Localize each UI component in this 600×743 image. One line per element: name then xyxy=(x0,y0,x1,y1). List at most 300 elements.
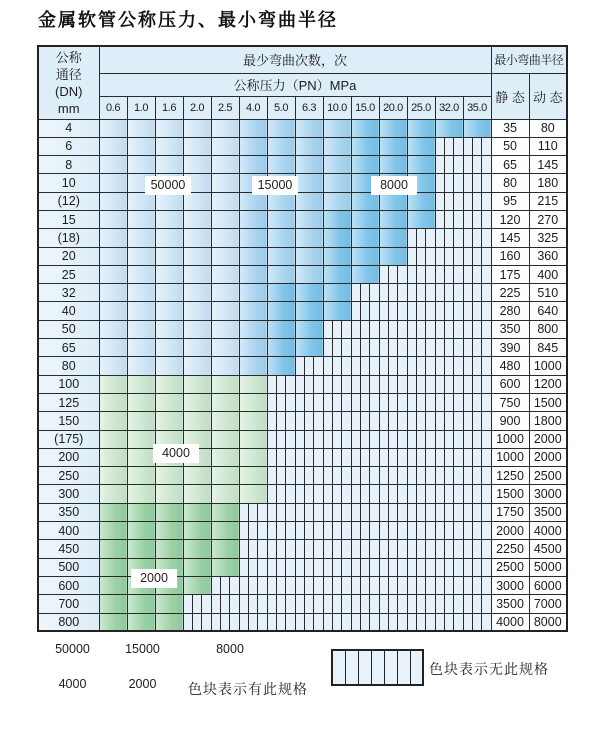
dynamic-value: 845 xyxy=(529,339,567,357)
dn-label: 6 xyxy=(38,137,99,155)
spec-cell xyxy=(323,229,351,247)
no-spec-cell xyxy=(407,302,435,320)
no-spec-cell xyxy=(323,503,351,521)
spec-cell xyxy=(183,265,211,283)
dynamic-value: 3500 xyxy=(529,503,567,521)
spec-cell xyxy=(99,156,127,174)
no-spec-cell xyxy=(351,522,379,540)
static-value: 480 xyxy=(491,357,529,375)
no-spec-cell xyxy=(435,229,463,247)
dynamic-value: 180 xyxy=(529,174,567,192)
spec-cell xyxy=(407,137,435,155)
no-spec-cell xyxy=(295,357,323,375)
table-row xyxy=(38,247,567,265)
spec-cell xyxy=(99,448,127,466)
dynamic-value: 4500 xyxy=(529,540,567,558)
spec-cell xyxy=(239,393,267,411)
legend-swatch-4000 xyxy=(47,670,98,698)
no-spec-cell xyxy=(295,558,323,576)
spec-cell xyxy=(127,137,155,155)
legend-value-15000: 15000 xyxy=(120,641,166,657)
dn-label: 100 xyxy=(38,375,99,393)
no-spec-cell xyxy=(435,467,463,485)
dynamic-value: 145 xyxy=(529,156,567,174)
dn-label: 150 xyxy=(38,412,99,430)
spec-cell xyxy=(99,265,127,283)
spec-cell xyxy=(127,119,155,137)
no-spec-cell xyxy=(407,393,435,411)
no-spec-cell xyxy=(407,448,435,466)
no-spec-cell xyxy=(351,595,379,613)
table-row xyxy=(38,302,567,320)
spec-cell xyxy=(211,503,239,521)
no-spec-cell xyxy=(211,613,239,631)
static-value: 175 xyxy=(491,265,529,283)
pressure-tick: 0.6 xyxy=(99,96,127,119)
spec-cell xyxy=(99,174,127,192)
legend-hatch-sample xyxy=(331,649,424,686)
spec-cell xyxy=(267,229,295,247)
no-spec-cell xyxy=(323,393,351,411)
dynamic-value: 2500 xyxy=(529,467,567,485)
legend-no-spec-text: 色块表示无此规格 xyxy=(429,661,549,677)
static-value: 600 xyxy=(491,375,529,393)
table-row xyxy=(38,393,567,411)
pressure-tick: 2.5 xyxy=(211,96,239,119)
no-spec-cell xyxy=(463,247,491,265)
no-spec-cell xyxy=(407,284,435,302)
spec-cell xyxy=(127,540,155,558)
no-spec-cell xyxy=(463,302,491,320)
spec-cell xyxy=(211,210,239,228)
no-spec-cell xyxy=(323,467,351,485)
no-spec-cell xyxy=(239,503,267,521)
spec-cell xyxy=(239,375,267,393)
spec-cell xyxy=(99,430,127,448)
table-row xyxy=(38,485,567,503)
spec-cell xyxy=(295,320,323,338)
legend-swatch-15000 xyxy=(116,635,169,663)
spec-cell xyxy=(183,156,211,174)
no-spec-cell xyxy=(463,137,491,155)
spec-cell xyxy=(211,284,239,302)
bend-count-label: 4000 xyxy=(153,444,199,463)
dn-label: 40 xyxy=(38,302,99,320)
no-spec-cell xyxy=(379,284,407,302)
no-spec-cell xyxy=(239,576,267,594)
dynamic-value: 1000 xyxy=(529,357,567,375)
no-spec-cell xyxy=(463,448,491,466)
spec-cell xyxy=(127,393,155,411)
static-value: 1000 xyxy=(491,430,529,448)
no-spec-cell xyxy=(351,357,379,375)
spec-cell xyxy=(295,247,323,265)
no-spec-cell xyxy=(463,540,491,558)
no-spec-cell xyxy=(323,540,351,558)
spec-cell xyxy=(211,448,239,466)
spec-cell xyxy=(211,192,239,210)
dynamic-value: 270 xyxy=(529,210,567,228)
spec-cell xyxy=(295,302,323,320)
spec-cell xyxy=(127,467,155,485)
no-spec-cell xyxy=(435,613,463,631)
no-spec-cell xyxy=(435,320,463,338)
spec-cell xyxy=(183,137,211,155)
no-spec-cell xyxy=(463,210,491,228)
bend-count-label: 8000 xyxy=(371,176,417,195)
spec-cell xyxy=(295,339,323,357)
dynamic-value: 2000 xyxy=(529,448,567,466)
spec-cell xyxy=(435,119,463,137)
spec-cell xyxy=(239,247,267,265)
spec-cell xyxy=(239,229,267,247)
spec-cell xyxy=(127,503,155,521)
no-spec-cell xyxy=(323,375,351,393)
spec-cell xyxy=(183,540,211,558)
static-value: 3000 xyxy=(491,576,529,594)
no-spec-cell xyxy=(351,412,379,430)
static-value: 900 xyxy=(491,412,529,430)
spec-cell xyxy=(239,320,267,338)
spec-cell xyxy=(211,412,239,430)
no-spec-cell xyxy=(323,613,351,631)
no-spec-cell xyxy=(463,613,491,631)
spec-cell xyxy=(267,156,295,174)
table-row xyxy=(38,119,567,137)
dynamic-value: 5000 xyxy=(529,558,567,576)
spec-cell xyxy=(183,467,211,485)
no-spec-cell xyxy=(239,613,267,631)
spec-cell xyxy=(127,485,155,503)
spec-cell xyxy=(295,192,323,210)
spec-cell xyxy=(351,210,379,228)
dynamic-value: 3000 xyxy=(529,485,567,503)
no-spec-cell xyxy=(379,522,407,540)
static-value: 2250 xyxy=(491,540,529,558)
static-value: 50 xyxy=(491,137,529,155)
no-spec-cell xyxy=(351,558,379,576)
table-row xyxy=(38,229,567,247)
no-spec-cell xyxy=(267,412,295,430)
spec-cell xyxy=(127,357,155,375)
dn-label: 300 xyxy=(38,485,99,503)
table-row xyxy=(38,522,567,540)
no-spec-cell xyxy=(435,540,463,558)
no-spec-cell xyxy=(351,485,379,503)
spec-cell xyxy=(323,174,351,192)
pressure-tick: 32.0 xyxy=(435,96,463,119)
dn-label: 700 xyxy=(38,595,99,613)
no-spec-cell xyxy=(351,375,379,393)
spec-cell xyxy=(155,247,183,265)
dynamic-value: 360 xyxy=(529,247,567,265)
no-spec-cell xyxy=(351,302,379,320)
no-spec-cell xyxy=(239,540,267,558)
no-spec-cell xyxy=(323,412,351,430)
no-spec-cell xyxy=(435,412,463,430)
table-row xyxy=(38,467,567,485)
no-spec-cell xyxy=(183,613,211,631)
spec-cell xyxy=(211,467,239,485)
spec-cell xyxy=(155,503,183,521)
no-spec-cell xyxy=(407,320,435,338)
no-spec-cell xyxy=(463,522,491,540)
bend-count-header: 最少弯曲次数，次 xyxy=(99,46,491,73)
no-spec-cell xyxy=(463,339,491,357)
legend-value-50000: 50000 xyxy=(50,641,96,657)
no-spec-cell xyxy=(435,302,463,320)
no-spec-cell xyxy=(463,357,491,375)
spec-cell xyxy=(155,357,183,375)
table-row xyxy=(38,265,567,283)
spec-cell xyxy=(379,137,407,155)
pressure-tick: 15.0 xyxy=(351,96,379,119)
spec-cell xyxy=(183,393,211,411)
table-row xyxy=(38,284,567,302)
spec-cell xyxy=(99,393,127,411)
no-spec-cell xyxy=(379,448,407,466)
no-spec-cell xyxy=(379,393,407,411)
spec-cell xyxy=(183,357,211,375)
spec-cell xyxy=(407,210,435,228)
dn-label: (175) xyxy=(38,430,99,448)
no-spec-cell xyxy=(267,522,295,540)
spec-cell xyxy=(155,229,183,247)
no-spec-cell xyxy=(295,522,323,540)
no-spec-cell xyxy=(463,412,491,430)
no-spec-cell xyxy=(379,595,407,613)
spec-cell xyxy=(99,522,127,540)
dn-header xyxy=(38,46,99,119)
no-spec-cell xyxy=(407,540,435,558)
table-row xyxy=(38,558,567,576)
no-spec-cell xyxy=(407,229,435,247)
spec-cell xyxy=(211,302,239,320)
dn-label: 450 xyxy=(38,540,99,558)
spec-cell xyxy=(239,467,267,485)
spec-cell xyxy=(323,302,351,320)
table-row xyxy=(38,339,567,357)
no-spec-cell xyxy=(267,595,295,613)
no-spec-cell xyxy=(435,375,463,393)
spec-cell xyxy=(295,210,323,228)
no-spec-cell xyxy=(323,320,351,338)
spec-cell xyxy=(211,558,239,576)
no-spec-cell xyxy=(323,558,351,576)
spec-cell xyxy=(267,284,295,302)
spec-cell xyxy=(99,613,127,631)
dynamic-value: 215 xyxy=(529,192,567,210)
spec-cell xyxy=(127,595,155,613)
static-value: 145 xyxy=(491,229,529,247)
spec-cell xyxy=(351,137,379,155)
dn-label: 200 xyxy=(38,448,99,466)
spec-cell xyxy=(127,522,155,540)
spec-cell xyxy=(99,137,127,155)
static-value: 35 xyxy=(491,119,529,137)
dynamic-value: 7000 xyxy=(529,595,567,613)
spec-cell xyxy=(155,522,183,540)
no-spec-cell xyxy=(379,265,407,283)
spec-cell xyxy=(211,265,239,283)
spec-cell xyxy=(239,284,267,302)
no-spec-cell xyxy=(435,174,463,192)
spec-cell xyxy=(267,265,295,283)
spec-cell xyxy=(267,119,295,137)
no-spec-cell xyxy=(295,613,323,631)
no-spec-cell xyxy=(379,540,407,558)
no-spec-cell xyxy=(463,576,491,594)
no-spec-cell xyxy=(463,503,491,521)
spec-cell xyxy=(99,357,127,375)
spec-cell xyxy=(183,339,211,357)
no-spec-cell xyxy=(463,467,491,485)
spec-cell xyxy=(99,375,127,393)
spec-cell xyxy=(295,137,323,155)
table-row xyxy=(38,192,567,210)
static-value: 225 xyxy=(491,284,529,302)
dynamic-value: 1200 xyxy=(529,375,567,393)
no-spec-cell xyxy=(435,284,463,302)
no-spec-cell xyxy=(295,375,323,393)
spec-cell xyxy=(351,229,379,247)
no-spec-cell xyxy=(435,265,463,283)
bend-count-label: 2000 xyxy=(131,569,177,588)
static-value: 120 xyxy=(491,210,529,228)
no-spec-cell xyxy=(379,320,407,338)
spec-cell xyxy=(127,247,155,265)
spec-cell xyxy=(239,265,267,283)
dn-label: 500 xyxy=(38,558,99,576)
table-row xyxy=(38,137,567,155)
spec-cell xyxy=(183,576,211,594)
no-spec-cell xyxy=(407,522,435,540)
spec-cell xyxy=(463,119,491,137)
no-spec-cell xyxy=(295,430,323,448)
dn-label: 800 xyxy=(38,613,99,631)
pressure-tick: 1.6 xyxy=(155,96,183,119)
spec-cell xyxy=(239,119,267,137)
no-spec-cell xyxy=(407,595,435,613)
spec-cell xyxy=(323,119,351,137)
page-title: 金属软管公称压力、最小弯曲半径 xyxy=(38,10,338,30)
no-spec-cell xyxy=(295,503,323,521)
dn-label: 65 xyxy=(38,339,99,357)
spec-cell xyxy=(267,137,295,155)
legend-swatch-8000 xyxy=(200,635,260,663)
no-spec-cell xyxy=(379,357,407,375)
no-spec-cell xyxy=(435,595,463,613)
spec-cell xyxy=(99,192,127,210)
dynamic-value: 80 xyxy=(529,119,567,137)
spec-cell xyxy=(99,485,127,503)
no-spec-cell xyxy=(463,284,491,302)
table-row xyxy=(38,503,567,521)
no-spec-cell xyxy=(351,613,379,631)
spec-cell xyxy=(183,522,211,540)
no-spec-cell xyxy=(239,595,267,613)
no-spec-cell xyxy=(435,339,463,357)
dn-label: 80 xyxy=(38,357,99,375)
no-spec-cell xyxy=(295,485,323,503)
no-spec-cell xyxy=(239,522,267,540)
no-spec-cell xyxy=(407,558,435,576)
pressure-tick: 10.0 xyxy=(323,96,351,119)
spec-cell xyxy=(99,576,127,594)
no-spec-cell xyxy=(435,558,463,576)
radius-header: 最小弯曲半径 xyxy=(491,46,567,73)
no-spec-cell xyxy=(379,613,407,631)
no-spec-cell xyxy=(239,558,267,576)
spec-cell xyxy=(183,558,211,576)
static-value: 3500 xyxy=(491,595,529,613)
spec-cell xyxy=(99,467,127,485)
table-row xyxy=(38,174,567,192)
no-spec-cell xyxy=(323,595,351,613)
no-spec-cell xyxy=(267,558,295,576)
spec-cell xyxy=(183,302,211,320)
spec-cell xyxy=(239,357,267,375)
no-spec-cell xyxy=(379,430,407,448)
table-row xyxy=(38,320,567,338)
dn-label: 400 xyxy=(38,522,99,540)
dynamic-value: 1800 xyxy=(529,412,567,430)
static-value: 390 xyxy=(491,339,529,357)
no-spec-cell xyxy=(435,192,463,210)
legend-swatch-2000 xyxy=(116,670,169,698)
table-row xyxy=(38,613,567,631)
spec-cell xyxy=(99,284,127,302)
spec-cell xyxy=(127,320,155,338)
spec-cell xyxy=(155,540,183,558)
spec-cell xyxy=(183,210,211,228)
no-spec-cell xyxy=(435,485,463,503)
spec-cell xyxy=(127,430,155,448)
dn-label: 600 xyxy=(38,576,99,594)
spec-cell xyxy=(267,247,295,265)
spec-cell xyxy=(155,339,183,357)
no-spec-cell xyxy=(323,485,351,503)
no-spec-cell xyxy=(407,265,435,283)
no-spec-cell xyxy=(407,430,435,448)
pressure-tick: 4.0 xyxy=(239,96,267,119)
dn-label: 125 xyxy=(38,393,99,411)
dn-label: 8 xyxy=(38,156,99,174)
static-value: 65 xyxy=(491,156,529,174)
spec-cell xyxy=(127,284,155,302)
pressure-tick: 6.3 xyxy=(295,96,323,119)
no-spec-cell xyxy=(407,467,435,485)
pressure-tick: 5.0 xyxy=(267,96,295,119)
spec-cell xyxy=(127,448,155,466)
spec-cell xyxy=(155,320,183,338)
pressure-tick: 1.0 xyxy=(127,96,155,119)
spec-cell xyxy=(351,247,379,265)
spec-cell xyxy=(99,339,127,357)
legend-has-spec-text: 色块表示有此规格 xyxy=(188,681,308,697)
no-spec-cell xyxy=(323,448,351,466)
dynamic-header: 动 态 xyxy=(529,73,567,119)
dn-label: 32 xyxy=(38,284,99,302)
spec-cell xyxy=(99,302,127,320)
no-spec-cell xyxy=(435,576,463,594)
no-spec-cell xyxy=(407,576,435,594)
no-spec-cell xyxy=(323,576,351,594)
no-spec-cell xyxy=(183,595,211,613)
dn-label: 250 xyxy=(38,467,99,485)
spec-cell xyxy=(323,156,351,174)
spec-cell xyxy=(99,558,127,576)
